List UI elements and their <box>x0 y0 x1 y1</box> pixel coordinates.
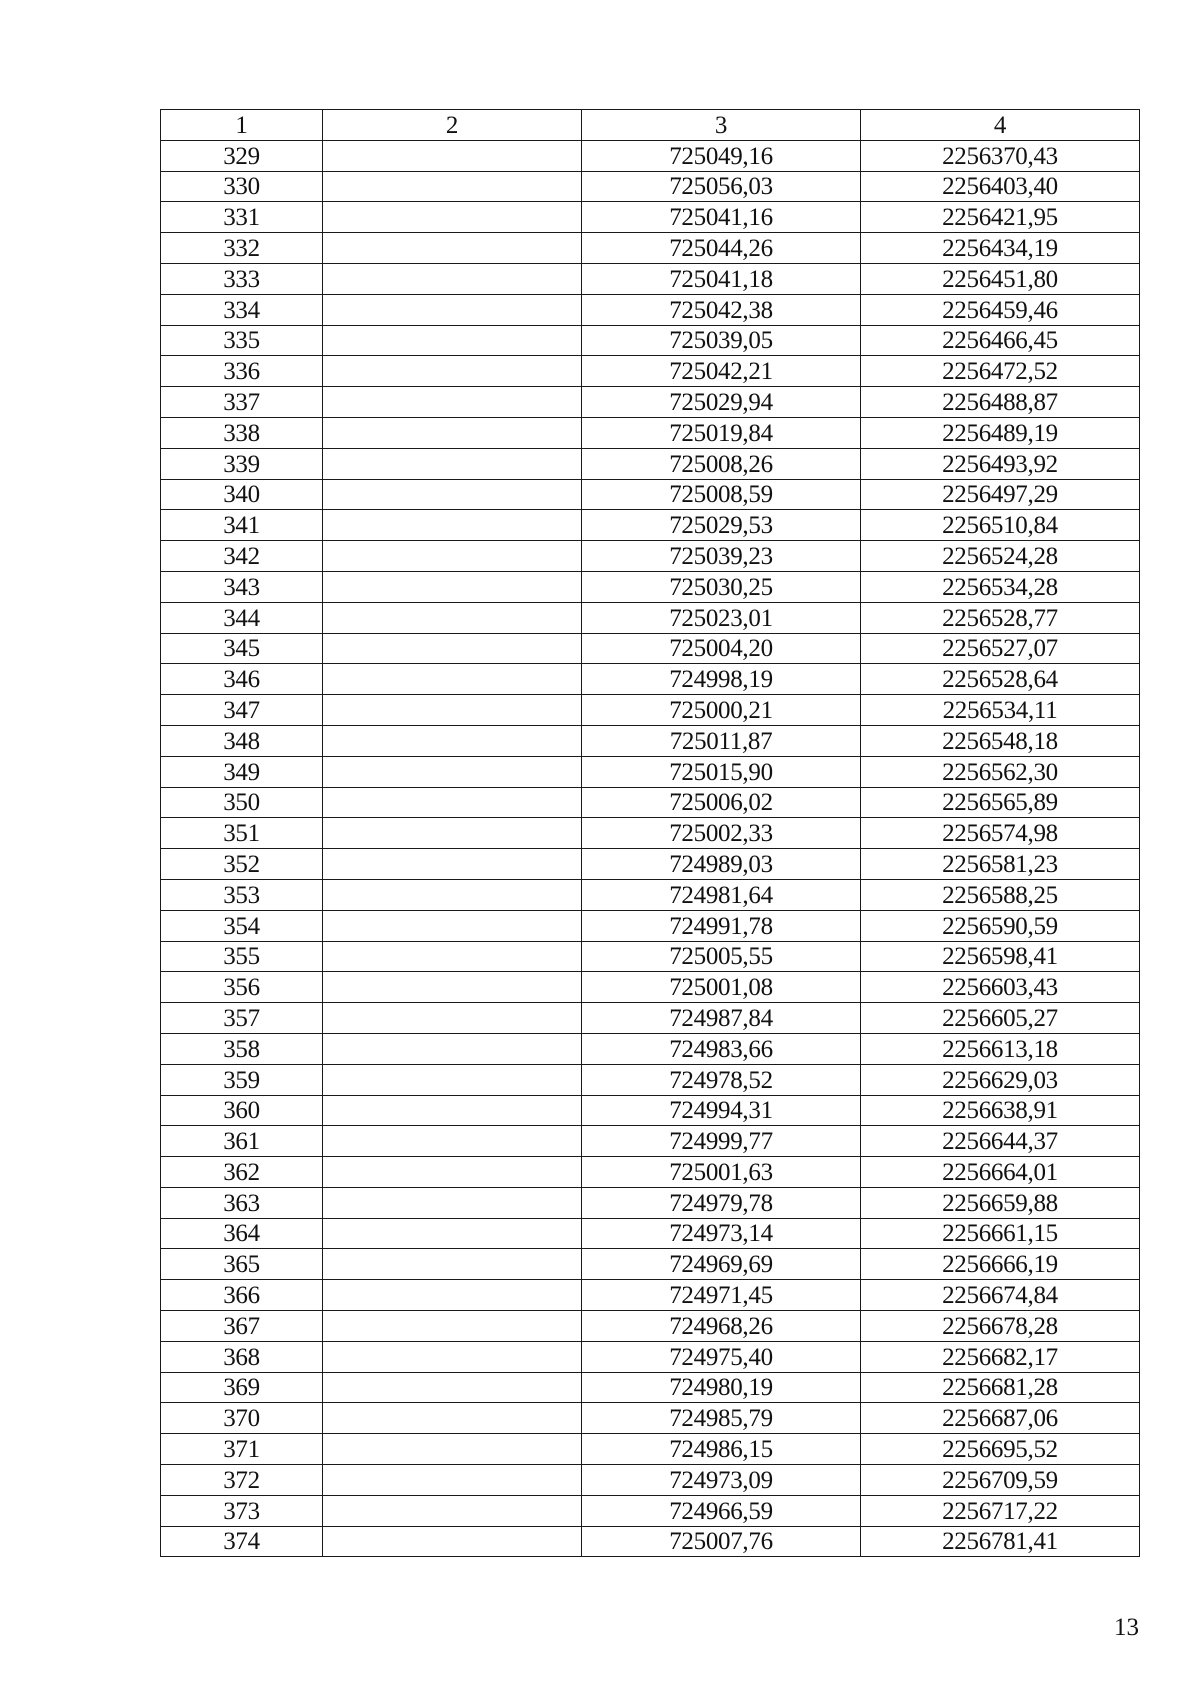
table-row <box>161 725 1140 756</box>
table-cell: 352 <box>161 849 323 880</box>
table-cell <box>323 849 582 880</box>
table-cell: 2256534,11 <box>861 695 1140 726</box>
table-row <box>161 541 1140 572</box>
table-cell: 345 <box>161 633 323 664</box>
table-row <box>161 202 1140 233</box>
table-cell: 2256638,91 <box>861 1095 1140 1126</box>
table-cell <box>323 1249 582 1280</box>
table-cell: 724994,31 <box>582 1095 861 1126</box>
table-cell: 725039,05 <box>582 325 861 356</box>
table-cell <box>323 602 582 633</box>
table-cell <box>323 1157 582 1188</box>
table-cell <box>323 1033 582 1064</box>
table-cell <box>323 233 582 264</box>
table-cell: 334 <box>161 294 323 325</box>
table-row <box>161 1187 1140 1218</box>
table-row <box>161 756 1140 787</box>
table-cell: 349 <box>161 756 323 787</box>
table-cell <box>323 448 582 479</box>
table-cell: 2256695,52 <box>861 1434 1140 1465</box>
table-cell: 724985,79 <box>582 1403 861 1434</box>
table-cell: 724989,03 <box>582 849 861 880</box>
table-cell: 367 <box>161 1311 323 1342</box>
table-cell: 725041,16 <box>582 202 861 233</box>
table-cell <box>323 417 582 448</box>
table-row <box>161 1249 1140 1280</box>
table-cell: 724991,78 <box>582 910 861 941</box>
table-row <box>161 818 1140 849</box>
table-cell: 724987,84 <box>582 1003 861 1034</box>
table-row <box>161 571 1140 602</box>
table-cell: 2256674,84 <box>861 1280 1140 1311</box>
table-cell <box>323 725 582 756</box>
table-cell: 2256659,88 <box>861 1187 1140 1218</box>
table-cell: 374 <box>161 1526 323 1557</box>
table-cell: 2256434,19 <box>861 233 1140 264</box>
table-cell <box>323 263 582 294</box>
table-cell: 360 <box>161 1095 323 1126</box>
table-cell: 353 <box>161 879 323 910</box>
coordinates-table <box>160 109 1140 1557</box>
table-cell: 339 <box>161 448 323 479</box>
table-cell: 355 <box>161 941 323 972</box>
table-cell: 350 <box>161 787 323 818</box>
table-cell: 724999,77 <box>582 1126 861 1157</box>
table-cell: 725001,08 <box>582 972 861 1003</box>
table-cell: 2256717,22 <box>861 1495 1140 1526</box>
table-cell <box>323 1003 582 1034</box>
table-cell <box>323 1095 582 1126</box>
table-cell <box>323 787 582 818</box>
table-cell: 329 <box>161 140 323 171</box>
table-cell: 2256497,29 <box>861 479 1140 510</box>
table-row <box>161 1465 1140 1496</box>
table-cell: 342 <box>161 541 323 572</box>
table-cell: 2256687,06 <box>861 1403 1140 1434</box>
table-cell: 724980,19 <box>582 1372 861 1403</box>
table-row <box>161 1003 1140 1034</box>
table-row <box>161 294 1140 325</box>
table-cell <box>323 510 582 541</box>
table-cell: 2256666,19 <box>861 1249 1140 1280</box>
table-cell <box>323 1064 582 1095</box>
table-cell <box>323 325 582 356</box>
table-row <box>161 972 1140 1003</box>
table-row <box>161 263 1140 294</box>
table-cell: 725049,16 <box>582 140 861 171</box>
table-cell <box>323 479 582 510</box>
table-cell <box>323 1372 582 1403</box>
table-cell: 725006,02 <box>582 787 861 818</box>
table-cell: 363 <box>161 1187 323 1218</box>
table-row <box>161 140 1140 171</box>
table-cell: 725029,94 <box>582 387 861 418</box>
table-cell <box>323 1434 582 1465</box>
table-cell <box>323 972 582 1003</box>
table-cell: 724975,40 <box>582 1341 861 1372</box>
table-cell: 2256678,28 <box>861 1311 1140 1342</box>
table-cell <box>323 140 582 171</box>
table-row <box>161 448 1140 479</box>
table-cell: 2256488,87 <box>861 387 1140 418</box>
table-cell: 336 <box>161 356 323 387</box>
table-cell: 725030,25 <box>582 571 861 602</box>
table-cell: 370 <box>161 1403 323 1434</box>
table-row <box>161 1495 1140 1526</box>
table-cell: 356 <box>161 972 323 1003</box>
table-row <box>161 1434 1140 1465</box>
table-cell: 354 <box>161 910 323 941</box>
table-cell: 343 <box>161 571 323 602</box>
table-cell: 725044,26 <box>582 233 861 264</box>
table-cell: 725041,18 <box>582 263 861 294</box>
table-cell <box>323 171 582 202</box>
table-cell: 340 <box>161 479 323 510</box>
table-row <box>161 602 1140 633</box>
table-row <box>161 479 1140 510</box>
table-cell: 368 <box>161 1341 323 1372</box>
table-cell: 724979,78 <box>582 1187 861 1218</box>
table-row <box>161 633 1140 664</box>
table-cell: 2256548,18 <box>861 725 1140 756</box>
table-cell: 2256528,77 <box>861 602 1140 633</box>
table-cell: 366 <box>161 1280 323 1311</box>
table-cell: 333 <box>161 263 323 294</box>
table-cell: 2256661,15 <box>861 1218 1140 1249</box>
table-cell: 2256528,64 <box>861 664 1140 695</box>
table-cell: 724978,52 <box>582 1064 861 1095</box>
table-cell: 725008,59 <box>582 479 861 510</box>
table-cell <box>323 1403 582 1434</box>
table-row <box>161 787 1140 818</box>
table-cell: 2256613,18 <box>861 1033 1140 1064</box>
table-cell: 725005,55 <box>582 941 861 972</box>
table-row <box>161 1095 1140 1126</box>
table-cell: 725002,33 <box>582 818 861 849</box>
table-cell <box>323 633 582 664</box>
table-cell: 2256574,98 <box>861 818 1140 849</box>
table-row <box>161 664 1140 695</box>
table-cell <box>323 664 582 695</box>
header-cell: 2 <box>323 110 582 141</box>
table-cell: 2256451,80 <box>861 263 1140 294</box>
table-cell <box>323 541 582 572</box>
table-cell: 2256629,03 <box>861 1064 1140 1095</box>
table-cell: 2256489,19 <box>861 417 1140 448</box>
table-cell <box>323 1280 582 1311</box>
table-row <box>161 695 1140 726</box>
table-cell <box>323 756 582 787</box>
table-cell: 724973,14 <box>582 1218 861 1249</box>
coordinates-table-body <box>161 110 1140 1557</box>
table-cell: 359 <box>161 1064 323 1095</box>
table-cell: 725001,63 <box>582 1157 861 1188</box>
table-cell: 369 <box>161 1372 323 1403</box>
header-cell: 1 <box>161 110 323 141</box>
header-cell: 4 <box>861 110 1140 141</box>
table-row <box>161 387 1140 418</box>
table-cell: 725007,76 <box>582 1526 861 1557</box>
table-cell: 348 <box>161 725 323 756</box>
table-cell: 361 <box>161 1126 323 1157</box>
table-row <box>161 1157 1140 1188</box>
table-cell <box>323 818 582 849</box>
table-cell: 371 <box>161 1434 323 1465</box>
table-cell: 338 <box>161 417 323 448</box>
table-cell <box>323 1341 582 1372</box>
table-cell: 724966,59 <box>582 1495 861 1526</box>
table-cell: 724983,66 <box>582 1033 861 1064</box>
table-cell: 724969,69 <box>582 1249 861 1280</box>
table-cell: 344 <box>161 602 323 633</box>
table-cell: 2256524,28 <box>861 541 1140 572</box>
table-cell <box>323 1187 582 1218</box>
table-cell: 2256472,52 <box>861 356 1140 387</box>
table-cell <box>323 202 582 233</box>
table-cell: 2256510,84 <box>861 510 1140 541</box>
table-cell: 2256590,59 <box>861 910 1140 941</box>
table-cell: 362 <box>161 1157 323 1188</box>
table-cell: 724998,19 <box>582 664 861 695</box>
table-cell: 725004,20 <box>582 633 861 664</box>
table-row <box>161 849 1140 880</box>
table-cell: 2256605,27 <box>861 1003 1140 1034</box>
table-row <box>161 510 1140 541</box>
table-cell: 2256664,01 <box>861 1157 1140 1188</box>
table-cell: 2256781,41 <box>861 1526 1140 1557</box>
table-cell: 2256403,40 <box>861 171 1140 202</box>
table-cell <box>323 910 582 941</box>
table-cell: 2256370,43 <box>861 140 1140 171</box>
table-cell: 725042,38 <box>582 294 861 325</box>
table-cell <box>323 1465 582 1496</box>
table-row <box>161 1064 1140 1095</box>
table-cell: 724981,64 <box>582 879 861 910</box>
page-number: 13 <box>1114 1614 1139 1641</box>
table-cell: 373 <box>161 1495 323 1526</box>
table-cell: 725023,01 <box>582 602 861 633</box>
table-cell: 2256682,17 <box>861 1341 1140 1372</box>
table-cell: 341 <box>161 510 323 541</box>
table-cell <box>323 695 582 726</box>
table-cell: 365 <box>161 1249 323 1280</box>
table-cell: 724986,15 <box>582 1434 861 1465</box>
table-cell <box>323 1126 582 1157</box>
table-cell: 2256562,30 <box>861 756 1140 787</box>
table-row <box>161 356 1140 387</box>
table-header-row <box>161 110 1140 141</box>
table-cell: 351 <box>161 818 323 849</box>
table-cell: 725029,53 <box>582 510 861 541</box>
table-cell: 2256493,92 <box>861 448 1140 479</box>
table-cell: 2256581,23 <box>861 849 1140 880</box>
table-cell <box>323 1311 582 1342</box>
table-cell <box>323 1218 582 1249</box>
table-cell <box>323 941 582 972</box>
table-cell: 725011,87 <box>582 725 861 756</box>
table-row <box>161 1372 1140 1403</box>
table-cell: 725008,26 <box>582 448 861 479</box>
table-cell: 372 <box>161 1465 323 1496</box>
table-row <box>161 1126 1140 1157</box>
table-cell: 2256534,28 <box>861 571 1140 602</box>
table-cell: 2256527,07 <box>861 633 1140 664</box>
table-row <box>161 1033 1140 1064</box>
table-cell <box>323 571 582 602</box>
table-cell: 2256588,25 <box>861 879 1140 910</box>
table-cell: 357 <box>161 1003 323 1034</box>
table-cell: 2256681,28 <box>861 1372 1140 1403</box>
table-cell: 725019,84 <box>582 417 861 448</box>
header-cell: 3 <box>582 110 861 141</box>
table-cell: 364 <box>161 1218 323 1249</box>
table-cell: 330 <box>161 171 323 202</box>
table-cell: 2256466,45 <box>861 325 1140 356</box>
table-cell: 346 <box>161 664 323 695</box>
table-row <box>161 1218 1140 1249</box>
table-cell: 2256603,43 <box>861 972 1140 1003</box>
table-cell: 724973,09 <box>582 1465 861 1496</box>
table-row <box>161 1341 1140 1372</box>
table-cell: 2256709,59 <box>861 1465 1140 1496</box>
table-cell <box>323 387 582 418</box>
table-row <box>161 325 1140 356</box>
table-row <box>161 1526 1140 1557</box>
table-cell: 2256421,95 <box>861 202 1140 233</box>
table-cell <box>323 294 582 325</box>
table-row <box>161 417 1140 448</box>
table-cell <box>323 1495 582 1526</box>
table-cell: 347 <box>161 695 323 726</box>
table-cell <box>323 879 582 910</box>
table-cell: 358 <box>161 1033 323 1064</box>
table-row <box>161 1403 1140 1434</box>
table-row <box>161 1311 1140 1342</box>
table-cell: 331 <box>161 202 323 233</box>
table-row <box>161 233 1140 264</box>
table-cell: 724968,26 <box>582 1311 861 1342</box>
table-cell: 2256565,89 <box>861 787 1140 818</box>
table-cell: 335 <box>161 325 323 356</box>
table-cell: 725039,23 <box>582 541 861 572</box>
table-cell <box>323 356 582 387</box>
table-cell: 2256644,37 <box>861 1126 1140 1157</box>
table-row <box>161 910 1140 941</box>
table-cell <box>323 1526 582 1557</box>
table-cell: 725000,21 <box>582 695 861 726</box>
table-row <box>161 171 1140 202</box>
table-row <box>161 879 1140 910</box>
table-cell: 725056,03 <box>582 171 861 202</box>
table-cell: 724971,45 <box>582 1280 861 1311</box>
table-cell: 332 <box>161 233 323 264</box>
table-cell: 2256459,46 <box>861 294 1140 325</box>
table-row <box>161 1280 1140 1311</box>
table-cell: 725042,21 <box>582 356 861 387</box>
table-row <box>161 941 1140 972</box>
table-cell: 2256598,41 <box>861 941 1140 972</box>
table-cell: 725015,90 <box>582 756 861 787</box>
table-cell: 337 <box>161 387 323 418</box>
